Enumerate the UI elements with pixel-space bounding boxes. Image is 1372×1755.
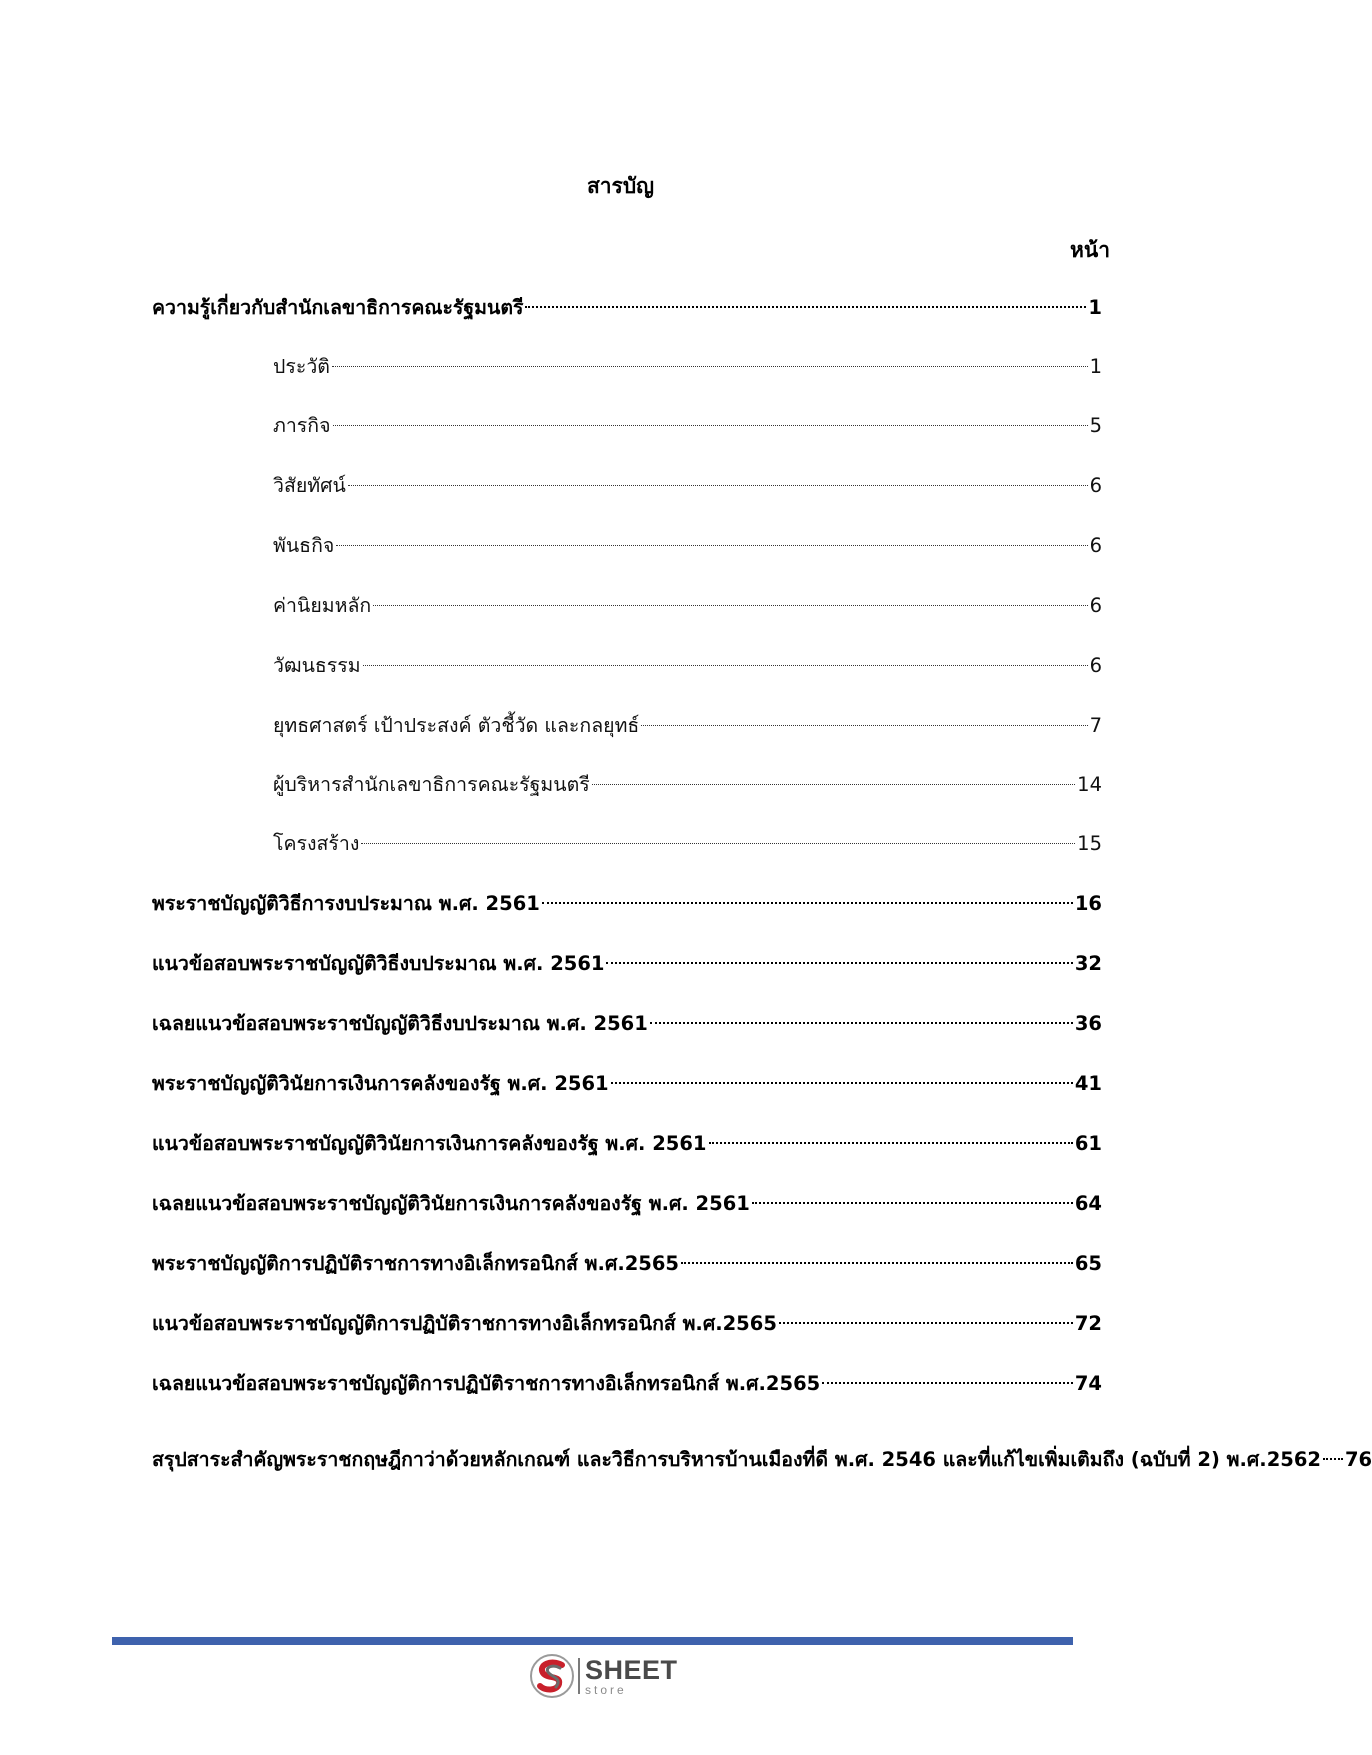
dot-leader bbox=[361, 843, 1075, 844]
footer-rule bbox=[112, 1637, 1073, 1645]
toc-subentry[interactable] bbox=[273, 352, 1102, 382]
dot-leader bbox=[822, 1382, 1073, 1384]
toc-entry[interactable] bbox=[152, 1129, 1102, 1159]
toc-entry-label: ความรู้เกี่ยวกับสำนักเลขาธิการคณะรัฐมนตรี bbox=[152, 296, 524, 319]
dot-leader bbox=[611, 1082, 1073, 1084]
toc-entry-page: 72 bbox=[1074, 1312, 1102, 1335]
dot-leader bbox=[641, 725, 1087, 726]
toc-entry-label: แนวข้อสอบพระราชบัญญัติการปฏิบัติราชการทางอิเล็กทรอนิกส์ พ.ศ.2565 bbox=[152, 1312, 777, 1335]
toc-entry-label: พันธกิจ bbox=[273, 534, 335, 557]
toc-entry-label: พระราชบัญญัติการปฏิบัติราชการทางอิเล็กทรอนิกส์ พ.ศ.2565 bbox=[152, 1252, 680, 1275]
dot-leader bbox=[542, 902, 1073, 904]
toc-entry-label: ค่านิยมหลัก bbox=[273, 594, 372, 617]
toc-subentry[interactable] bbox=[273, 651, 1102, 681]
toc-entry-page: 5 bbox=[1089, 414, 1102, 437]
toc-entry[interactable] bbox=[152, 1069, 1102, 1099]
dot-leader bbox=[348, 485, 1088, 486]
sheet-store-logo bbox=[529, 1653, 709, 1699]
toc-entry-page: 6 bbox=[1089, 474, 1102, 497]
dot-leader bbox=[681, 1262, 1073, 1264]
dot-leader bbox=[709, 1142, 1073, 1144]
toc-entry-page: 74 bbox=[1074, 1372, 1102, 1395]
toc-entry[interactable] bbox=[152, 949, 1102, 979]
toc-entry-page: 14 bbox=[1077, 773, 1102, 796]
toc-entry-page: 64 bbox=[1074, 1192, 1102, 1215]
logo-subword: store bbox=[585, 1682, 627, 1697]
toc-entry[interactable] bbox=[152, 1249, 1102, 1279]
dot-leader bbox=[606, 962, 1072, 964]
toc-subentry[interactable] bbox=[273, 531, 1102, 561]
dot-leader bbox=[592, 784, 1075, 785]
toc-entry-label: ยุทธศาสตร์ เป้าประสงค์ ตัวชี้วัด และกลยุทธ์ bbox=[273, 714, 640, 737]
page-column-header: หน้า bbox=[1070, 238, 1110, 262]
toc-entry-label: เฉลยแนวข้อสอบพระราชบัญญัติวิธีงบประมาณ พ.ศ. 2561 bbox=[152, 1012, 648, 1035]
toc-subentry[interactable] bbox=[273, 591, 1102, 621]
toc-subentry[interactable] bbox=[273, 829, 1102, 859]
dot-leader bbox=[752, 1202, 1073, 1204]
toc-subentry[interactable] bbox=[273, 770, 1102, 800]
toc-entry-page: 32 bbox=[1074, 952, 1102, 975]
logo-separator bbox=[578, 1658, 580, 1694]
toc-entry-label: ผู้บริหารสำนักเลขาธิการคณะรัฐมนตรี bbox=[273, 773, 590, 796]
toc-entry-label: วิสัยทัศน์ bbox=[273, 474, 346, 497]
toc-entry-page: 7 bbox=[1089, 714, 1102, 737]
toc-subentry[interactable] bbox=[273, 411, 1102, 441]
toc-entry-page: 15 bbox=[1077, 832, 1102, 855]
toc-entry[interactable] bbox=[152, 1009, 1102, 1039]
toc-entry-page: 1 bbox=[1088, 296, 1102, 319]
toc-entry-label: เฉลยแนวข้อสอบพระราชบัญญัติการปฏิบัติราชการทางอิเล็กทรอนิกส์ พ.ศ.2565 bbox=[152, 1372, 821, 1395]
dot-leader bbox=[650, 1022, 1073, 1024]
page-title: สารบัญ bbox=[586, 174, 655, 198]
toc-entry-label: วัฒนธรรม bbox=[273, 654, 361, 677]
dot-leader bbox=[525, 306, 1086, 308]
toc-entry-page: 6 bbox=[1089, 654, 1102, 677]
toc-entry-page: 16 bbox=[1074, 892, 1102, 915]
toc-entry-label: ภารกิจ bbox=[273, 414, 331, 437]
dot-leader bbox=[373, 605, 1087, 606]
toc-entry-page: 76 bbox=[1344, 1448, 1372, 1471]
toc-entry-label: เฉลยแนวข้อสอบพระราชบัญญัติวินัยการเงินการคลังของรัฐ พ.ศ. 2561 bbox=[152, 1192, 750, 1215]
toc-entry-page: 6 bbox=[1089, 594, 1102, 617]
toc-entry-page: 61 bbox=[1074, 1132, 1102, 1155]
toc-entry-page: 65 bbox=[1074, 1252, 1102, 1275]
toc-entry[interactable] bbox=[152, 1309, 1102, 1339]
toc-entry[interactable] bbox=[152, 1369, 1102, 1399]
toc-entry-page: 41 bbox=[1074, 1072, 1102, 1095]
dot-leader bbox=[333, 425, 1088, 426]
toc-entry-label: แนวข้อสอบพระราชบัญญัติวิธีงบประมาณ พ.ศ. 2561 bbox=[152, 952, 605, 975]
dot-leader bbox=[332, 366, 1088, 367]
toc-subentry[interactable] bbox=[273, 711, 1102, 741]
toc-entry[interactable] bbox=[152, 293, 1102, 323]
dot-leader bbox=[363, 665, 1088, 666]
toc-entry-multiline[interactable] bbox=[152, 1429, 1372, 1475]
toc-entry-page: 6 bbox=[1089, 534, 1102, 557]
toc-entry-label-line2: แก้ไขเพิ่มเติมถึง (ฉบับที่ 2) พ.ศ.2562 bbox=[990, 1448, 1321, 1471]
sheet-store-logo-icon bbox=[529, 1653, 575, 1699]
toc-entry-label-line1: สรุปสาระสำคัญพระราชกฤษฎีกาว่าด้วยหลักเกณฑ์ และวิธีการบริหารบ้านเมืองที่ดี พ.ศ. 2546 และที่ bbox=[152, 1448, 991, 1471]
dot-leader bbox=[336, 545, 1087, 546]
dot-leader bbox=[779, 1322, 1073, 1324]
toc-entry-label: พระราชบัญญัติวินัยการเงินการคลังของรัฐ พ.ศ. 2561 bbox=[152, 1072, 609, 1095]
toc-entry-label: โครงสร้าง bbox=[273, 832, 360, 855]
dot-leader bbox=[1323, 1458, 1343, 1460]
logo-word: SHEET bbox=[585, 1654, 678, 1685]
toc-entry-label: พระราชบัญญัติวิธีการงบประมาณ พ.ศ. 2561 bbox=[152, 892, 540, 915]
toc-entry-label: แนวข้อสอบพระราชบัญญัติวินัยการเงินการคลังของรัฐ พ.ศ. 2561 bbox=[152, 1132, 707, 1155]
toc-entry-page: 1 bbox=[1089, 355, 1102, 378]
toc-subentry[interactable] bbox=[273, 471, 1102, 501]
toc-entry-page: 36 bbox=[1074, 1012, 1102, 1035]
toc-entry[interactable] bbox=[152, 889, 1102, 919]
toc-entry[interactable] bbox=[152, 1189, 1102, 1219]
toc-entry-label: ประวัติ bbox=[273, 355, 330, 378]
